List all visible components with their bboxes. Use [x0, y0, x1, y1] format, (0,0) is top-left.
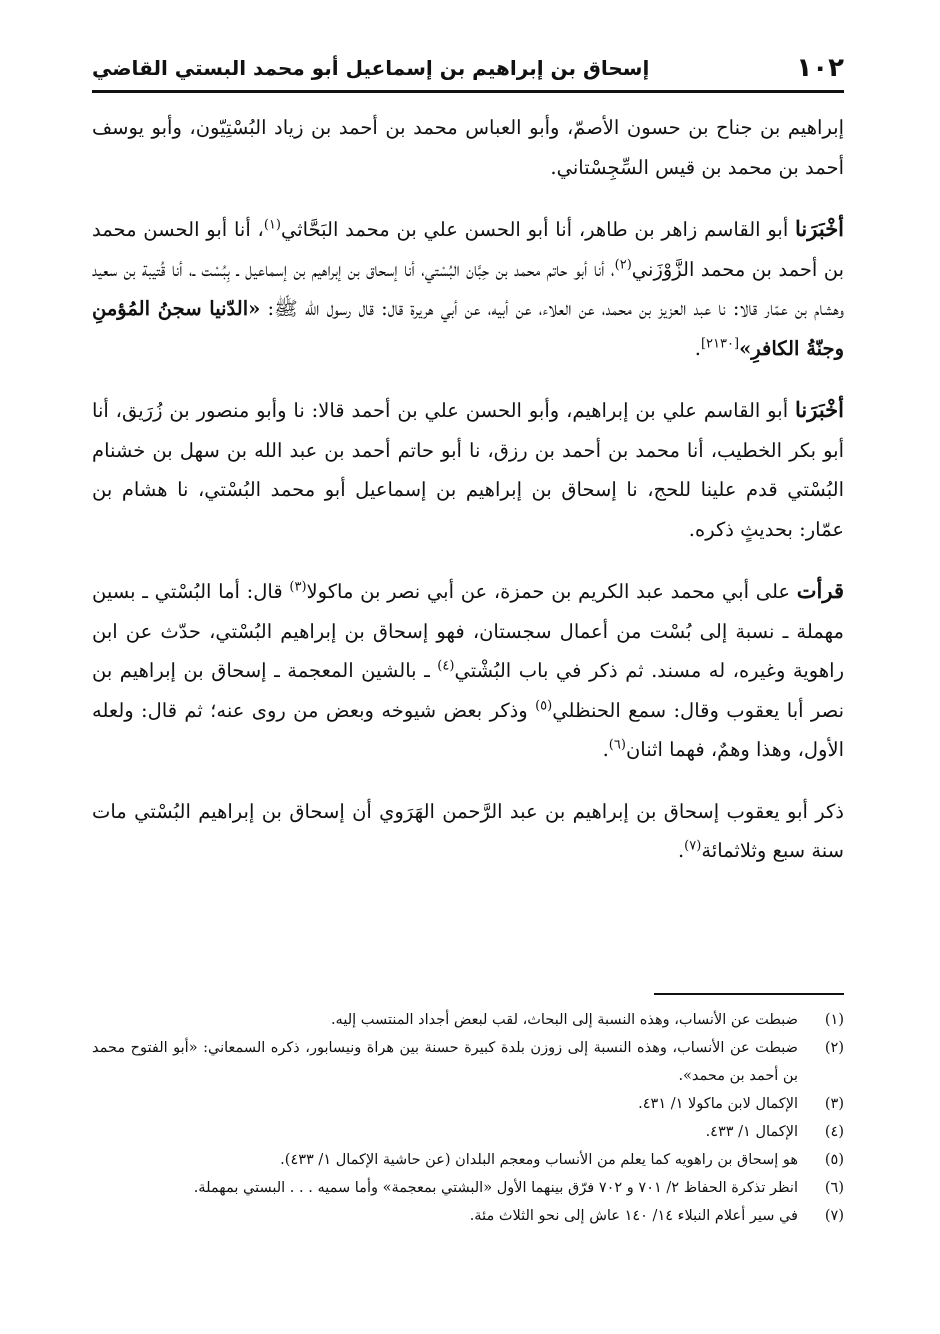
- footnote-text: الإكمال لابن ماكولا ١/ ٤٣١.: [638, 1096, 798, 1112]
- paragraph-text: وذكر بعض شيوخه وبعض من روى عنه؛ ثم قال: ولعله الأول، وهذا وهمٌ، فهما اثنان: [92, 698, 844, 761]
- footnote-number: (٧): [824, 1208, 844, 1224]
- main-text: [92, 108, 844, 893]
- paragraph-text: ـ بالشين المعجمة ـ إسحاق بن إبراهيم بن نصر أبا يعقوب وقال: سمع الحنظلي: [92, 659, 845, 722]
- paragraph-text: ذكر أبو يعقوب إسحاق بن إبراهيم بن عبد الرَّحمن الهَرَوي أن إسحاق بن إبراهيم البُسْتي مات سنة سبع وثلاثمائة: [92, 799, 844, 862]
- paragraph-5: [92, 792, 844, 871]
- footnote-item: [92, 1174, 844, 1202]
- footnote-marker[interactable]: (٧): [684, 838, 702, 854]
- footnote-item: [92, 1118, 844, 1146]
- paragraph-text: إبراهيم بن جناح بن حسون الأصمّ، وأبو العباس محمد بن أحمد بن زياد البُسْتِيّون، وأبو يوسف أحمد بن محمد بن قيس السِّجِسْتاني.: [92, 116, 844, 179]
- footnote-text: انظر تذكرة الحفاظ ٢/ ٧٠١ و ٧٠٢ فرّق بينهما الأول «البشتي بمعجمة» وأما سميه . . . البستي بمهملة.: [193, 1180, 798, 1196]
- paragraph-text: أبو القاسم علي بن إبراهيم، وأبو الحسن علي بن أحمد قالا: نا وأبو منصور بن زُرَيق، أنا أبو بكر الخطيب، أنا محمد بن أحمد بن رزق، نا أبو حاتم أحمد بن عبد الله بن سهل بن خشنام البُسْتي قدم علينا للحج، نا إسحاق بن إبراهيم بن إسماعيل أبو محمد البُسْتي، نا هشام بن عمّار: بحديثٍ ذكره.: [92, 399, 844, 541]
- footnote-marker[interactable]: (٤): [437, 658, 455, 674]
- footnote-marker[interactable]: (٣): [289, 579, 307, 595]
- hadith-reference-number: [٢١٣٠]: [700, 336, 740, 351]
- page-header: [92, 46, 844, 93]
- footnote-number: (٥): [824, 1152, 844, 1168]
- paragraph-text: ، أنا أبو الحسن محمد بن أحمد بن محمد الزَّوْزَني: [92, 218, 844, 281]
- paragraph-lead-word: أخْبَرَنا: [795, 397, 844, 422]
- paragraph-text: قال: أما البُسْتي ـ بسين مهملة ـ نسبة إلى بُسْت من أعمال سجستان، فهو إسحاق بن إبراهيم البُسْتي، حدّث عن ابن راهوية وغيره، له مسند. ثم ذكر في باب البُشْتي: [92, 580, 844, 682]
- footnote-divider: [654, 993, 844, 995]
- footnote-number: (٢): [824, 1040, 844, 1056]
- footnote-item: [92, 1090, 844, 1118]
- paragraph-lead-word: قرأت: [796, 578, 844, 603]
- paragraph-3: [92, 390, 844, 549]
- footnote-number: (٣): [824, 1096, 844, 1112]
- footnote-marker[interactable]: (٦): [608, 737, 626, 753]
- footnote-item: [92, 1006, 844, 1034]
- footnote-text: ضبطت عن الأنساب، وهذه النسبة إلى البحاث، لقب لبعض أجداد المنتسب إليه.: [330, 1012, 798, 1028]
- footnote-item: [92, 1034, 844, 1090]
- paragraph-4: [92, 571, 844, 770]
- footnotes: [92, 1006, 844, 1230]
- footnote-item: [92, 1202, 844, 1230]
- paragraph-text: ، أنا أبو حاتم محمد بن حِبَّان البُسْتي، أنا إسحاق بن إبراهيم بن إسماعيل ـ بِبُسْت ـ، أنا قُتيبة بن سعيد وهشام بن عمّار قالا: نا عبد العزيز بن محمد، عن العلاء، عن أبيه، عن أبي هريرة قال: قال رسول الله ﷺ:: [92, 257, 844, 320]
- paragraph-text: .: [602, 738, 609, 761]
- footnote-text: ضبطت عن الأنساب، وهذه النسبة إلى زوزن بلدة كبيرة حسنة بين هراة ونيسابور، ذكره السمعاني: «أبو الفتوح محمد بن أحمد بن محمد».: [92, 1040, 798, 1084]
- footnote-marker[interactable]: (٥): [535, 698, 553, 713]
- running-title: إسحاق بن إبراهيم بن إسماعيل أبو محمد البستي القاضي: [92, 56, 650, 80]
- paragraph-text: .: [677, 839, 685, 862]
- hadith-quote: «الدّنيا سجنُ المُؤمنِ وجنّةُ الكافرِ»: [92, 297, 844, 360]
- paragraph-text: أبو القاسم زاهر بن طاهر، أنا أبو الحسن علي بن محمد البَحَّاثي: [280, 218, 789, 241]
- footnote-item: [92, 1146, 844, 1174]
- footnote-marker[interactable]: (٢): [614, 257, 632, 272]
- footnote-number: (٤): [824, 1124, 844, 1140]
- paragraph-text: على أبي محمد عبد الكريم بن حمزة، عن أبي نصر بن ماكولا: [306, 580, 791, 603]
- paragraph-1: [92, 108, 844, 187]
- footnote-marker[interactable]: (١): [263, 217, 281, 233]
- footnote-number: (٦): [824, 1180, 844, 1196]
- paragraph-lead-word: أخْبَرَنا: [795, 216, 845, 241]
- footnote-number: (١): [824, 1012, 844, 1028]
- paragraph-2: أخْبَرَنا أبو القاسم زاهر بن طاهر، أنا أبو الحسن علي بن محمد البَحَّاثي$^{(١)}$، أنا أبو الحسن محمد بن أحمد بن محمد الزَّوْزَني$^{(٢)}$، أنا أبو حاتم محمد بن حِبَّان البُسْتي، أنا إسحاق بن إبراهيم بن إسماعيل ـ بِبُسْت ـ، أنا قُتيبة بن سعيد وهشام بن عمّار قالا: نا عبد العزيز بن محمد، عن العلاء، عن أبيه، عن أبي هريرة قال: قال رسول الله ﷺ: «الدّنيا سجنُ المُؤمنِ وجنّةُ الكافرِ»[٢١٣٠].: [92, 216, 845, 360]
- footnote-text: في سير أعلام النبلاء ١٤/ ١٤٠ عاش إلى نحو الثلاث مئة.: [469, 1208, 798, 1224]
- page-number: ١٠٢: [796, 53, 844, 83]
- footnote-text: الإكمال ١/ ٤٣٣.: [705, 1124, 798, 1140]
- footnote-text: هو إسحاق بن راهويه كما يعلم من الأنساب ومعجم البلدان (عن حاشية الإكمال ١/ ٤٣٣).: [280, 1152, 798, 1168]
